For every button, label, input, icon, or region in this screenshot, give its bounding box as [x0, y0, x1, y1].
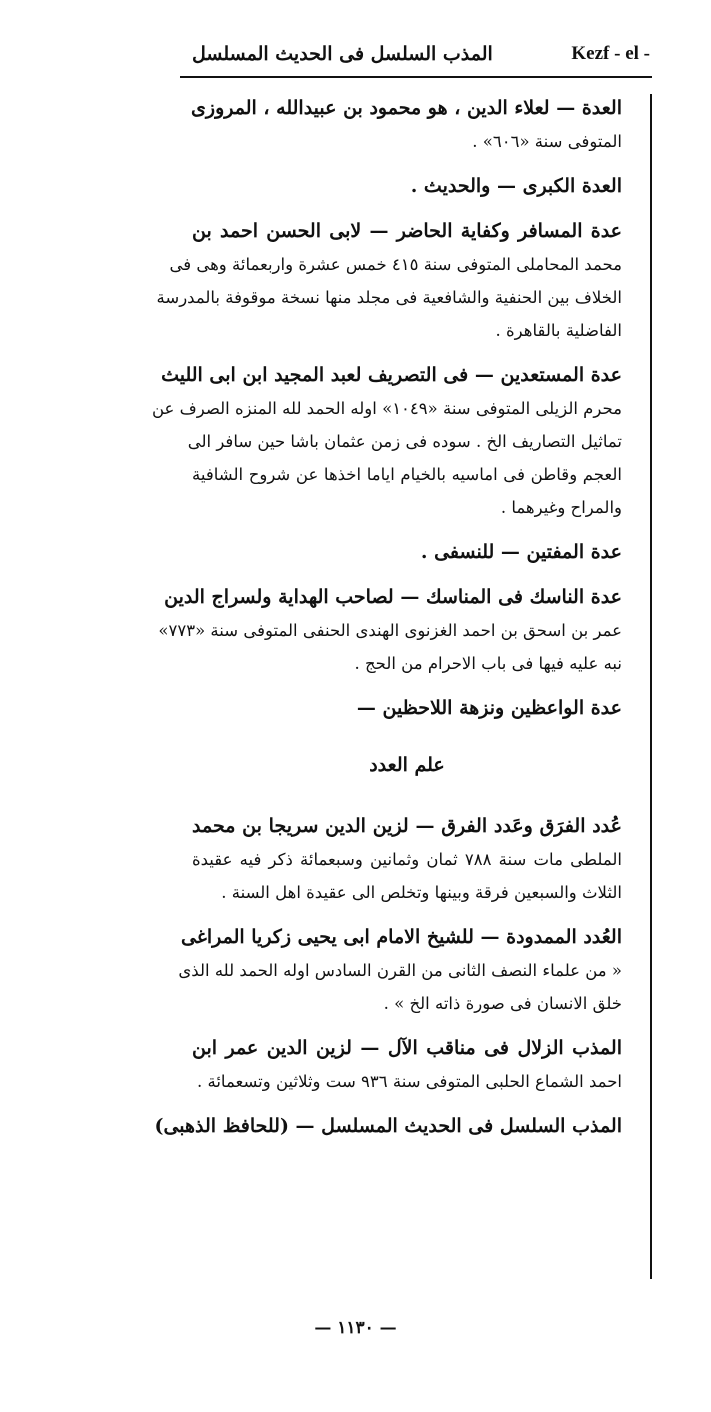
entry-text-line: الملطى مات سنة ٧٨٨ ثمان وثمانين وسبعمائة ذكر فيه عقيدة [192, 850, 622, 869]
entry-heading-line: عدة المستعدين — فى التصريف لعبد المجيد ابن ابى الليث [161, 364, 622, 386]
entry-text-line: المتوفى سنة «٦٠٦» . [472, 132, 622, 151]
header-rule [180, 76, 652, 78]
entry [154, 1110, 622, 1143]
entries-block [151, 92, 622, 725]
entry-text-line: تماثيل التصاريف الخ . سوده فى زمن عثمان باشا حين سافر الى [187, 432, 622, 451]
entry [192, 536, 622, 569]
entry-heading-line: المذب الزلال فى مناقب الآل — لزين الدين عمر ابن [192, 1037, 622, 1059]
entry-text-line: محمد المحاملى المتوفى سنة ٤١٥ خمس عشرة واربعمائة وهى فى [169, 255, 622, 274]
entry [192, 170, 622, 203]
entry-heading-line: العدة الكبرى — والحديث . [410, 175, 622, 197]
entry-heading-line: عدة الناسك فى المناسك — لصاحب الهداية ولسراج الدين [164, 586, 622, 608]
header-title-latin: Kezf - el - [571, 43, 650, 64]
entry-heading-line: العُدد الممدودة — للشيخ الامام ابى يحيى زكريا المراغى [181, 926, 622, 948]
entry-text-line: العجم وقاطن فى اماسيه بالخيام اياما اخذها عن شروح الشافية [192, 465, 622, 484]
entry-text-line: عمر بن اسحق بن احمد الغزنوى الهندى الحنفى المتوفى سنة «٧٧٣» [158, 621, 622, 640]
entry-heading-line: المذب السلسل فى الحديث المسلسل — (للحافظ الذهبى) [154, 1115, 622, 1137]
entry-text-line: خلق الانسان فى صورة ذاته الخ » . [383, 994, 622, 1013]
entry-heading-line: عدة الواعظين ونزهة اللاحظين — [356, 697, 622, 719]
entry-heading-line: عدة المفتين — للنسفى . [420, 541, 622, 563]
entry [192, 92, 622, 158]
entry-heading-line: عدة المسافر وكفاية الحاضر — لابى الحسن احمد بن [192, 220, 622, 242]
entry-text-line: الثلاث والسبعين فرقة وبينها وتخلص الى عقيدة اهل السنة . [221, 883, 622, 902]
entry [151, 359, 622, 524]
page-body [151, 92, 622, 1155]
entry-heading-line: عُدد الفرَق وعَدد الفرق — لزين الدين سريجا بن محمد [192, 815, 622, 837]
entry-text-line: والمراح وغيرهما . [500, 498, 622, 517]
entry [192, 1032, 622, 1098]
entry [178, 921, 622, 1020]
page-number: — ١١٣٠ — [314, 1318, 397, 1338]
entry-text-line: الخلاف بين الحنفية والشافعية فى مجلد منها نسخة موقوفة بالمدرسة [156, 288, 622, 307]
entry [156, 215, 622, 347]
entry-text-line: نبه عليه فيها فى باب الاحرام من الحج . [354, 654, 622, 673]
entry-heading-line: العدة — لعلاء الدين ، هو محمود بن عبيدالله ، المروزى [191, 97, 622, 119]
entry-text-line: محرم الزيلى المتوفى سنة «١٠٤٩» اوله الحمد لله المنزه الصرف عن [151, 399, 622, 418]
entry [158, 581, 622, 680]
header-title-arabic: المذب السلسل فى الحديث المسلسل [192, 43, 493, 65]
entry [192, 810, 622, 909]
running-header [180, 38, 650, 74]
entry-text-line: الفاضلية بالقاهرة . [495, 321, 622, 340]
entry-text-line: « من علماء النصف الثانى من القرن السادس اوله الحمد لله الذى [178, 961, 622, 980]
margin-rule [650, 94, 652, 1279]
entries-block-2 [154, 810, 622, 1143]
entry [192, 692, 622, 725]
entry-text-line: احمد الشماع الحلبى المتوفى سنة ٩٣٦ ست وثلاثين وتسعمائة . [197, 1072, 622, 1091]
section-title: علم العدد [369, 754, 445, 776]
